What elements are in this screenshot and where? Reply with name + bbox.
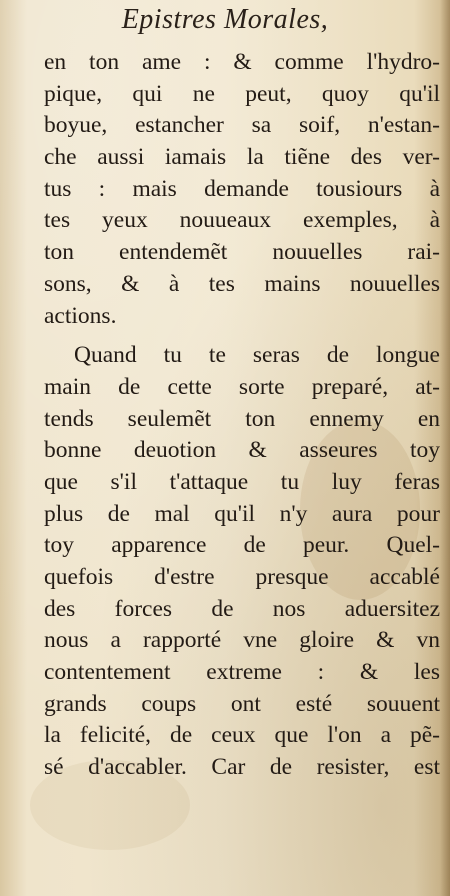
paragraph-1 [44,47,440,332]
running-title: Epistres Morales, [121,4,329,35]
text-line: ton entendemẽt nouuelles rai- [44,239,440,266]
paragraph-2 [44,340,440,784]
body-text [44,47,440,784]
text-line: contentement extreme : & les [44,659,440,686]
text-line: grands coups ont esté souuent [44,690,440,717]
text-line: nous a rapporté vne gloire & vn [44,627,440,654]
text-line: sons, & à tes mains nouuelles [44,270,440,297]
text-line: Quand tu te seras de longue [74,342,440,369]
text-line: tus : mais demande tousiours à [44,175,440,202]
text-line: que s'il t'attaque tu luy feras [44,468,440,495]
text-line: boyue, estancher sa soif, n'estan- [44,112,440,139]
text-line: toy apparence de peur. Quel- [44,532,440,559]
text-line: tends seulemẽt ton ennemy en [44,405,440,432]
text-line: pique, qui ne peut, quoy qu'il [44,80,440,107]
text-line: quefois d'estre presque accablé [44,564,440,590]
text-line: la felicité, de ceux que l'on a pẽ- [44,722,440,749]
text-line: bonne deuotion & asseures toy [44,437,440,464]
text-line: tes yeux nouueaux exemples, à [44,207,440,234]
page-edge-shadow [440,0,450,896]
text-line: en ton ame : & comme l'hydro- [44,49,440,75]
text-line: des forces de nos aduersitez [44,595,440,622]
text-line: che aussi iamais la tiẽne des ver- [44,144,440,171]
text-line: sé d'accabler. Car de resister, est [44,754,440,781]
text-line: actions. [44,302,117,329]
text-line: main de cette sorte preparé, at- [44,373,440,400]
text-line: plus de mal qu'il n'y aura pour [44,500,440,527]
